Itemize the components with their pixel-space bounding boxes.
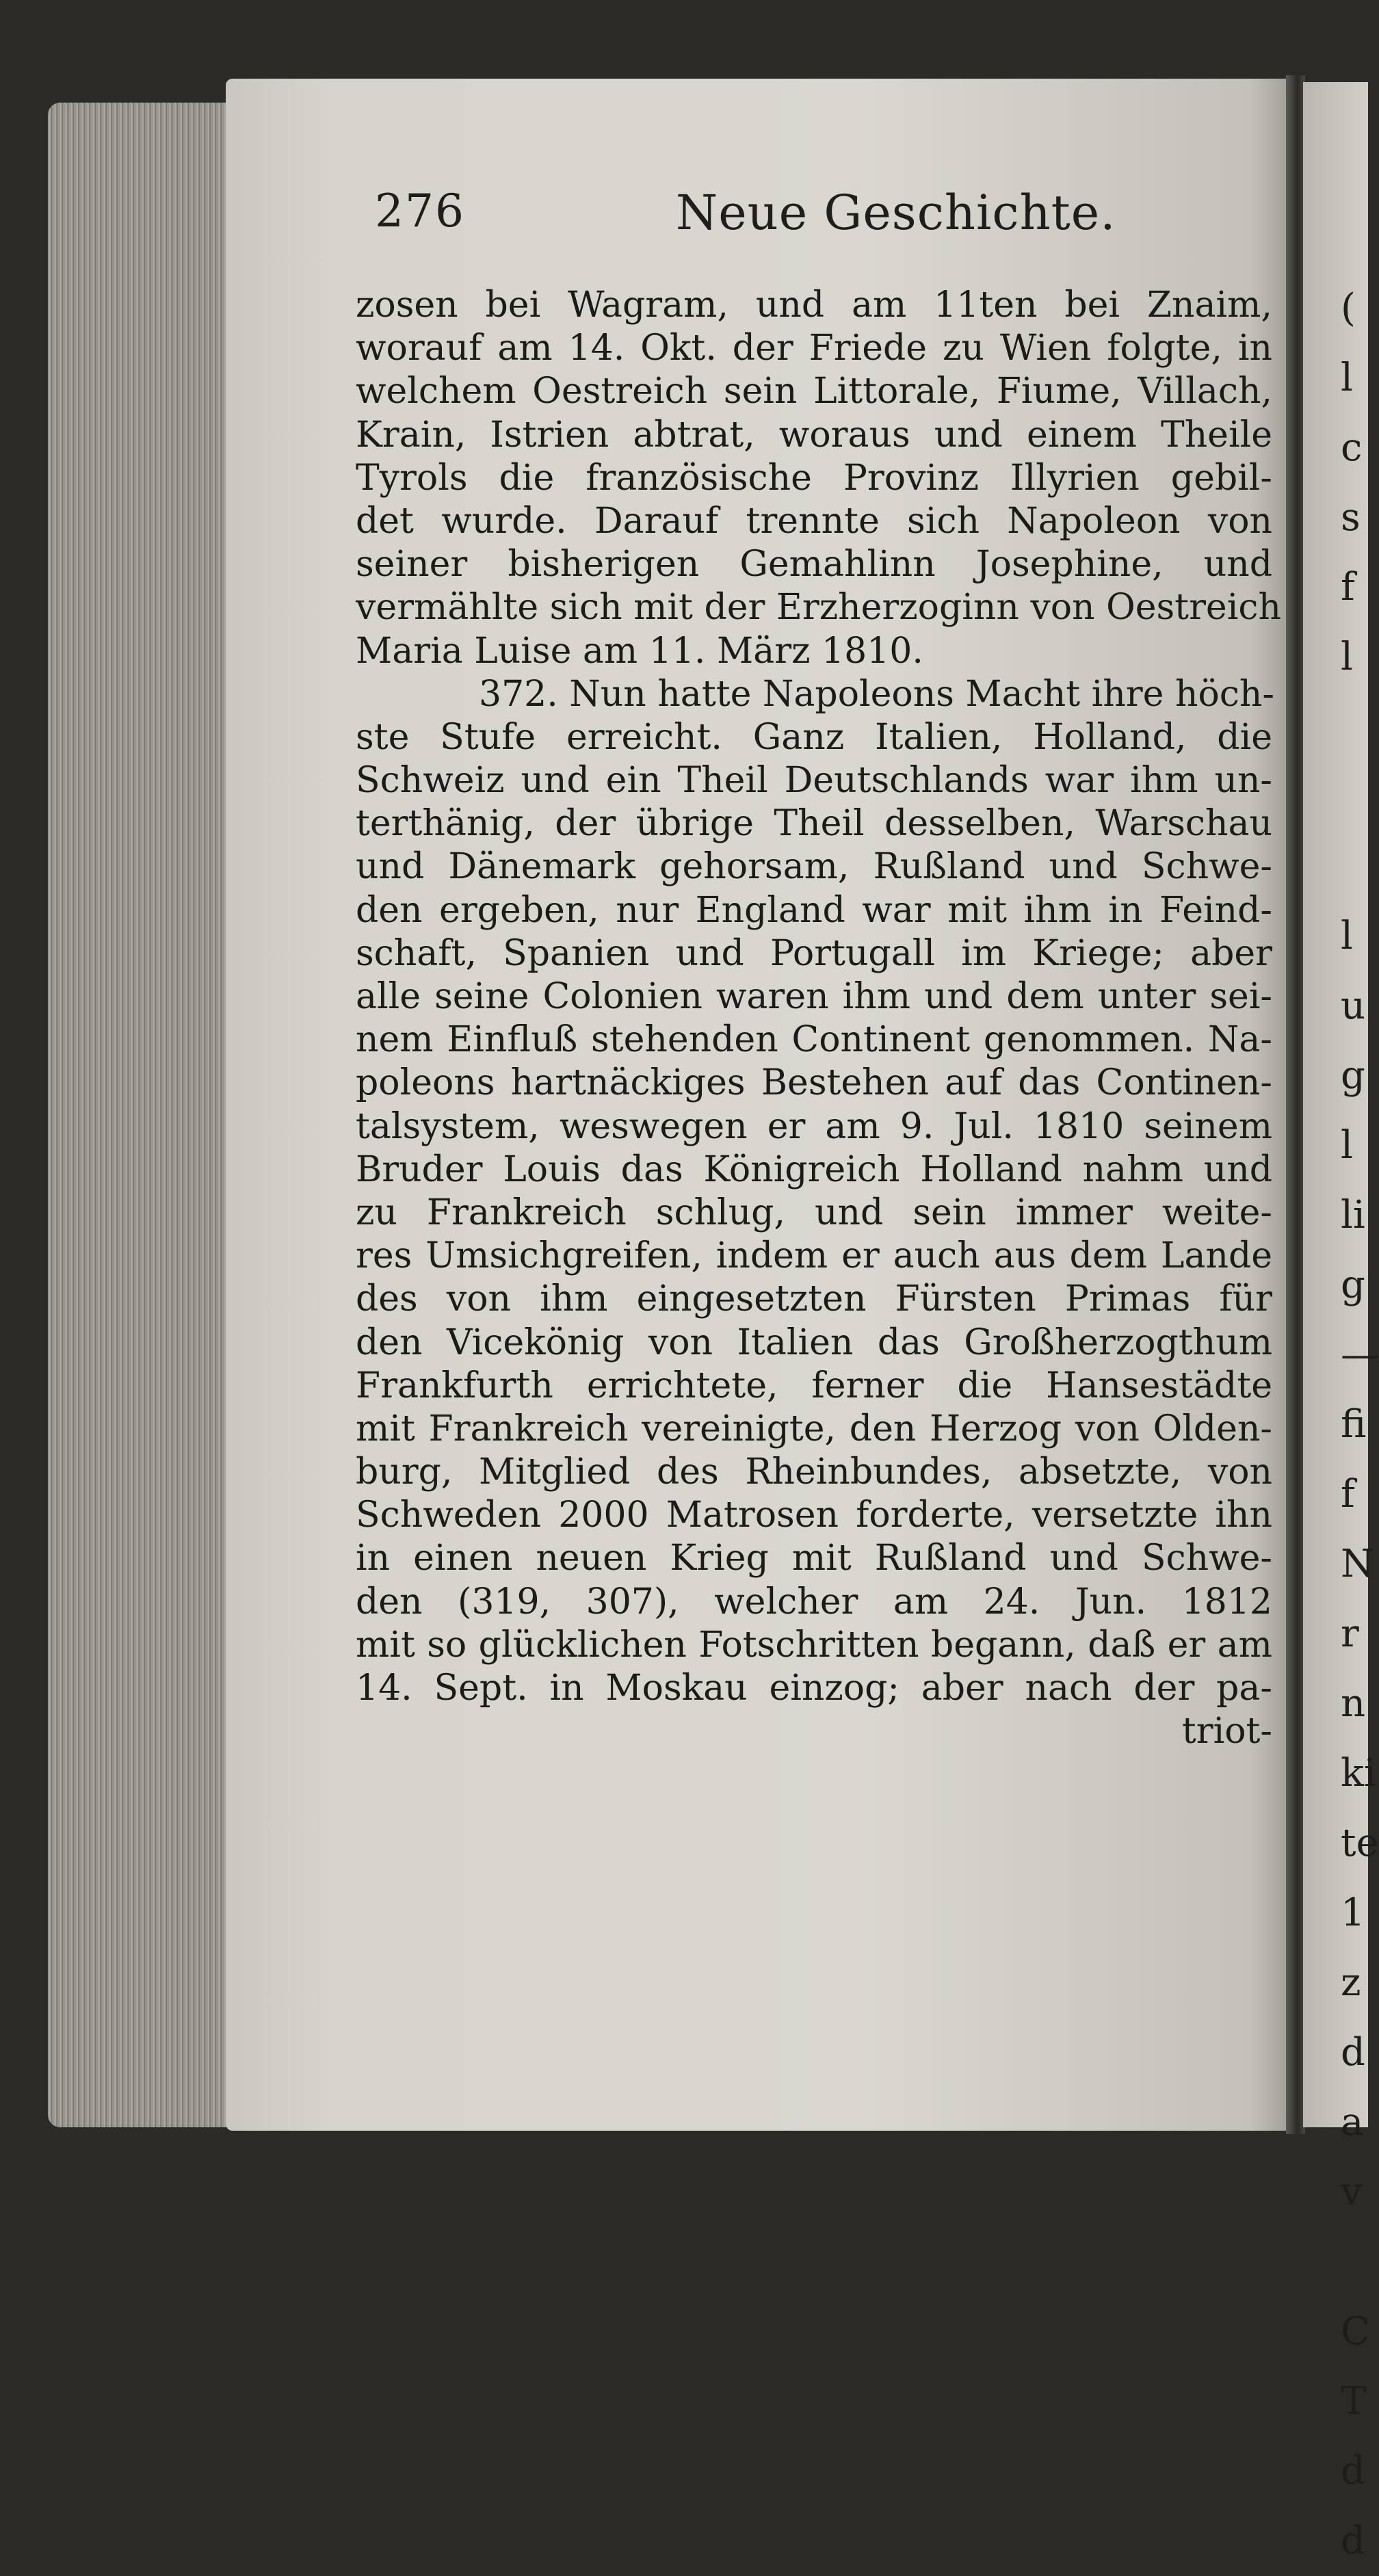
text-line: und Dänemark gehorsam, Rußland und Schwe- bbox=[356, 846, 1272, 888]
text-line: worauf am 14. Okt. der Friede zu Wien folgte, in bbox=[356, 328, 1272, 369]
text-line: welchem Oestreich sein Littorale, Fiume, Villach, bbox=[356, 371, 1272, 412]
text-line: den (319, 307), welcher am 24. Jun. 1812 bbox=[356, 1581, 1272, 1622]
text-line: mit Frankreich vereinigte, den Herzog von Olden- bbox=[356, 1408, 1272, 1449]
running-title: Neue Geschichte. bbox=[676, 185, 1116, 241]
text-line: 372. Nun hatte Napoleons Macht ihre höch- bbox=[479, 673, 1274, 715]
adjacent-page-letter: ki bbox=[1341, 1751, 1376, 1796]
text-line: Tyrols die französische Provinz Illyrien gebil- bbox=[356, 457, 1272, 499]
text-line: schaft, Spanien und Portugall im Kriege; aber bbox=[356, 932, 1272, 974]
text-line: Frankfurth errichtete, ferner die Hansestädte bbox=[356, 1365, 1272, 1406]
adjacent-page-letters bbox=[1341, 274, 1379, 2563]
adjacent-page-letter: — bbox=[1341, 1332, 1379, 1377]
text-line: det wurde. Darauf trennte sich Napoleon von bbox=[356, 500, 1272, 542]
book-page-edges bbox=[48, 103, 253, 2127]
page-number: 276 bbox=[375, 185, 465, 237]
catchword: triot- bbox=[1181, 1711, 1272, 1752]
adjacent-page-letter bbox=[1341, 762, 1368, 832]
text-line: zosen bei Wagram, und am 11ten bei Znaim, bbox=[356, 285, 1272, 326]
adjacent-page-letter: r bbox=[1341, 1612, 1359, 1656]
adjacent-page-letter: 1 bbox=[1341, 1891, 1365, 1935]
adjacent-page-letter: l bbox=[1341, 635, 1353, 679]
text-line: Bruder Louis das Königreich Holland nahm und bbox=[356, 1148, 1272, 1190]
adjacent-page-letter: u bbox=[1341, 984, 1366, 1028]
adjacent-page-letter: d bbox=[1341, 2449, 1365, 2493]
text-line: terthänig, der übrige Theil desselben, Warschau bbox=[356, 803, 1272, 845]
text-line: des von ihm eingesetzten Fürsten Primas für bbox=[356, 1278, 1272, 1320]
text-line: Krain, Istrien abtrat, woraus und einem Theile bbox=[356, 414, 1272, 456]
text-line: alle seine Colonien waren ihm und dem unter sei- bbox=[356, 976, 1272, 1017]
adjacent-page-letter: n bbox=[1341, 1681, 1366, 1726]
text-line: vermählte sich mit der Erzherzoginn von Oestreich bbox=[356, 587, 1281, 629]
adjacent-page-letter: g bbox=[1341, 1263, 1365, 1307]
adjacent-page-letter: N bbox=[1341, 1542, 1374, 1586]
adjacent-page-letter: l bbox=[1341, 356, 1353, 400]
book-gutter bbox=[1286, 75, 1305, 2134]
adjacent-page-letter: z bbox=[1341, 1960, 1361, 2005]
adjacent-page-letter: C bbox=[1341, 2309, 1370, 2354]
text-line: 14. Sept. in Moskau einzog; aber nach der pa- bbox=[356, 1668, 1272, 1709]
text-line: den Vicekönig von Italien das Großherzogthum bbox=[356, 1322, 1272, 1363]
text-line: den ergeben, nur England war mit ihm in Feind- bbox=[356, 889, 1272, 931]
text-line: Maria Luise am 11. März 1810. bbox=[356, 630, 923, 672]
adjacent-page-letter: l bbox=[1341, 1123, 1353, 1168]
adjacent-page-letter: d bbox=[1341, 2519, 1365, 2563]
text-line: in einen neuen Krieg mit Rußland und Schwe- bbox=[356, 1538, 1272, 1579]
text-line: seiner bisherigen Gemahlinn Josephine, und bbox=[356, 544, 1272, 586]
text-line: ste Stufe erreicht. Ganz Italien, Holland, die bbox=[356, 716, 1272, 758]
page-header bbox=[375, 185, 1264, 253]
adjacent-page-letter: c bbox=[1341, 425, 1363, 470]
body-text bbox=[356, 284, 1281, 1753]
adjacent-page-letter: l bbox=[1341, 914, 1353, 958]
adjacent-page-letter: f bbox=[1341, 565, 1355, 609]
adjacent-page-letter bbox=[1341, 692, 1368, 762]
adjacent-page-letter: d bbox=[1341, 2030, 1365, 2075]
text-line: nem Einfluß stehenden Continent genommen. Na- bbox=[356, 1019, 1272, 1061]
adjacent-page-letter bbox=[1341, 832, 1368, 902]
adjacent-page-letter: te bbox=[1341, 1821, 1379, 1865]
adjacent-page-letter bbox=[1341, 2227, 1368, 2297]
adjacent-page-letter: s bbox=[1341, 495, 1361, 540]
text-line: Schweiz und ein Theil Deutschlands war ihm un- bbox=[356, 760, 1272, 802]
text-line: res Umsichgreifen, indem er auch aus dem Lande bbox=[356, 1235, 1272, 1277]
adjacent-page-letter: f bbox=[1341, 1472, 1355, 1516]
text-line: poleons hartnäckiges Bestehen auf das Continen- bbox=[356, 1062, 1272, 1104]
text-line: mit so glücklichen Fotschritten begann, daß er am bbox=[356, 1624, 1272, 1666]
adjacent-page-letter: a bbox=[1341, 2100, 1364, 2144]
adjacent-page-letter: v bbox=[1341, 2170, 1363, 2214]
adjacent-page-letter: ( bbox=[1341, 286, 1356, 330]
text-line: talsystem, weswegen er am 9. Jul. 1810 seinem bbox=[356, 1105, 1272, 1147]
adjacent-page-letter: g bbox=[1341, 1053, 1365, 1098]
text-line: Schweden 2000 Matrosen forderte, versetzte ihn bbox=[356, 1495, 1272, 1536]
text-line: burg, Mitglied des Rheinbundes, absetzte, von bbox=[356, 1451, 1272, 1493]
adjacent-page-letter: li bbox=[1341, 1193, 1365, 1237]
text-line: zu Frankreich schlug, und sein immer weite- bbox=[356, 1192, 1272, 1233]
adjacent-page-letter: T bbox=[1341, 2379, 1367, 2423]
adjacent-page-letter: fi bbox=[1341, 1402, 1367, 1447]
